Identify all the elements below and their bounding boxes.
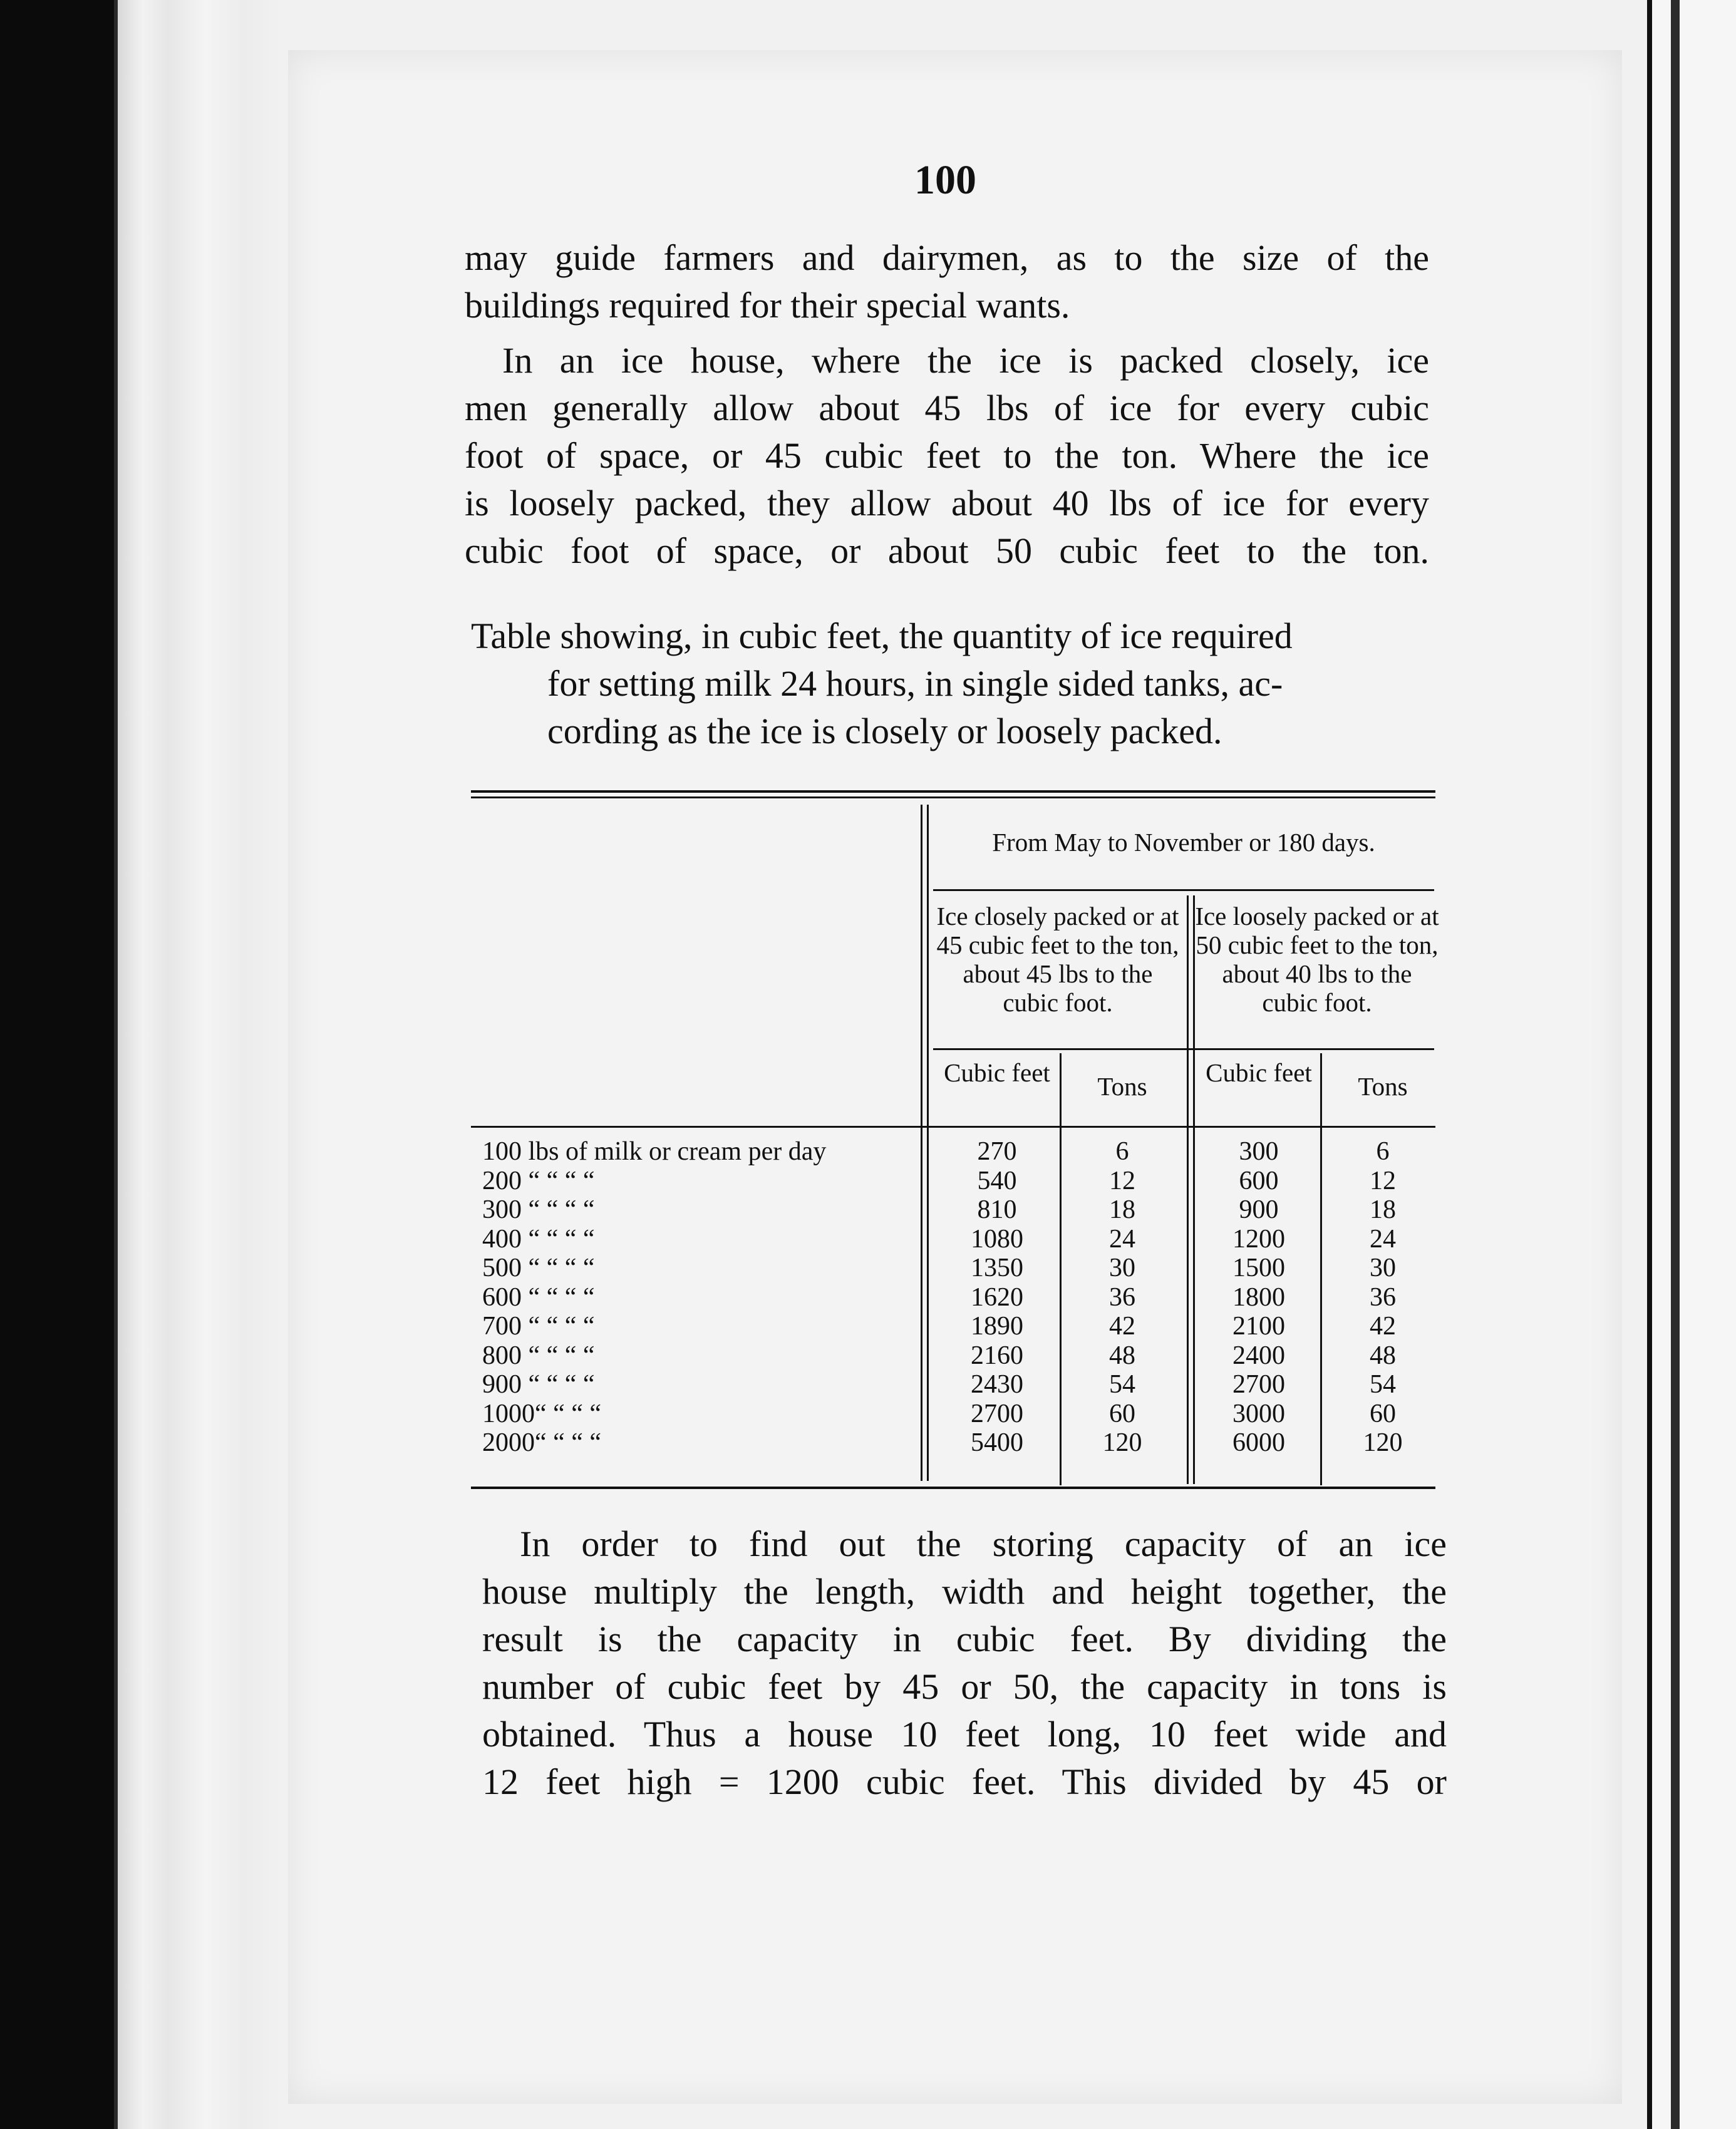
table-cell: 6 <box>1115 1137 1129 1166</box>
paragraph-3 <box>482 1520 1447 1806</box>
text-line: buildings required for their special wants. <box>465 285 1070 326</box>
caption-line: for setting milk 24 hours, in single sided tanks, ac- <box>547 663 1283 704</box>
table-cell: 540 <box>977 1166 1017 1195</box>
text-line: 12 feet high = 1200 cubic feet. This divided by 45 or <box>482 1761 1447 1802</box>
table-cell: 18 <box>1370 1195 1396 1224</box>
table-cell: 2700 <box>1232 1370 1285 1399</box>
table-cell: 5400 <box>971 1428 1023 1457</box>
row-label: 2000“ “ “ “ <box>482 1428 602 1457</box>
loosely-packed-header: Ice loosely packed or at 50 cubic feet to the ton, about 40 lbs to the cubic foot. <box>1195 902 1439 1017</box>
page-number: 100 <box>914 157 976 203</box>
text-line: men generally allow about 45 lbs of ice for every cubic <box>465 388 1429 428</box>
col-cubic-loosely: Cubic feet <box>1206 1058 1312 1087</box>
table-cell: 18 <box>1109 1195 1135 1224</box>
table-cell: 42 <box>1109 1312 1135 1341</box>
text-line: is loosely packed, they allow about 40 lbs of ice for every <box>465 483 1429 523</box>
col-tons-closely: Tons <box>1097 1072 1147 1101</box>
table-cell: 900 <box>1239 1195 1279 1224</box>
row-label: 300 “ “ “ “ <box>482 1195 595 1224</box>
table-cell: 30 <box>1370 1254 1396 1282</box>
row-label: 600 “ “ “ “ <box>482 1282 595 1312</box>
table-cell: 12 <box>1109 1166 1135 1195</box>
text-line: cubic foot of space, or about 50 cubic feet to the ton. <box>465 530 1429 571</box>
table-cell: 54 <box>1109 1370 1135 1399</box>
table-cell: 3000 <box>1232 1399 1285 1428</box>
row-label: 800 “ “ “ “ <box>482 1341 595 1370</box>
table-cell: 36 <box>1370 1282 1396 1312</box>
table-cell: 1350 <box>971 1254 1023 1282</box>
period-rule <box>933 889 1434 891</box>
row-label: 500 “ “ “ “ <box>482 1254 595 1282</box>
row-label: 700 “ “ “ “ <box>482 1312 595 1341</box>
paragraph-2 <box>465 337 1429 575</box>
table-cell: 48 <box>1109 1341 1135 1370</box>
text-line: In order to find out the storing capacity of an ice <box>520 1523 1447 1564</box>
table-cell: 60 <box>1109 1399 1135 1428</box>
stub-divider <box>921 805 922 1481</box>
table-cell: 2430 <box>971 1370 1023 1399</box>
row-label: 200 “ “ “ “ <box>482 1166 595 1195</box>
table-cell: 270 <box>977 1137 1017 1166</box>
table-cell: 300 <box>1239 1137 1279 1166</box>
table-cell: 6000 <box>1232 1428 1285 1457</box>
group-divider-2 <box>1193 895 1195 1484</box>
caption-line: cording as the ice is closely or loosely packed. <box>547 711 1222 751</box>
table-cell: 1620 <box>971 1282 1023 1312</box>
table-cell: 30 <box>1109 1254 1135 1282</box>
header-bottom-rule <box>471 1126 1435 1128</box>
table-cell: 6 <box>1376 1137 1390 1166</box>
text-line: house multiply the length, width and height together, the <box>482 1571 1447 1612</box>
closely-packed-header: Ice closely packed or at 45 cubic feet to the ton, about 45 lbs to the cubic foot. <box>936 902 1179 1017</box>
table-cell: 24 <box>1109 1224 1135 1254</box>
text-line: number of cubic feet by 45 or 50, the capacity in tons is <box>482 1666 1447 1707</box>
table-caption <box>471 612 1435 755</box>
col-tons-loosely: Tons <box>1358 1072 1408 1101</box>
table-cell: 2100 <box>1232 1312 1285 1341</box>
text-line: In an ice house, where the ice is packed closely, ice <box>502 340 1429 381</box>
row-label: 100 lbs of milk or cream per day <box>482 1137 827 1166</box>
table-cell: 600 <box>1239 1166 1279 1195</box>
row-label: 1000“ “ “ “ <box>482 1399 602 1428</box>
table-cell: 2400 <box>1232 1341 1285 1370</box>
table-cell: 24 <box>1370 1224 1396 1254</box>
period-header: From May to November or 180 days. <box>992 828 1375 857</box>
group-rule <box>933 1048 1434 1050</box>
row-label: 400 “ “ “ “ <box>482 1224 595 1254</box>
table-cell: 810 <box>977 1195 1017 1224</box>
table-cell: 12 <box>1370 1166 1396 1195</box>
table-top-rule <box>471 790 1435 793</box>
table-cell: 1500 <box>1232 1254 1285 1282</box>
table-cell: 42 <box>1370 1312 1396 1341</box>
paragraph-1 <box>465 234 1429 329</box>
table-top-rule-2 <box>471 796 1435 798</box>
facing-page-edge <box>1647 0 1736 2129</box>
table-cell: 60 <box>1370 1399 1396 1428</box>
col-cubic-closely: Cubic feet <box>944 1058 1050 1087</box>
stub-divider-2 <box>927 805 929 1481</box>
table-cell: 36 <box>1109 1282 1135 1312</box>
table-cell: 1890 <box>971 1312 1023 1341</box>
table-cell: 2700 <box>971 1399 1023 1428</box>
table-cell: 48 <box>1370 1341 1396 1370</box>
table-cell: 120 <box>1363 1428 1403 1457</box>
table-cell: 54 <box>1370 1370 1396 1399</box>
row-label: 900 “ “ “ “ <box>482 1370 595 1399</box>
group-divider <box>1187 895 1189 1484</box>
table-cell: 120 <box>1102 1428 1142 1457</box>
table-bottom-rule <box>471 1487 1435 1489</box>
table-cell: 1200 <box>1232 1224 1285 1254</box>
text-line: result is the capacity in cubic feet. By dividing the <box>482 1619 1447 1659</box>
text-line: may guide farmers and dairymen, as to the size of the <box>465 237 1429 278</box>
text-line: obtained. Thus a house 10 feet long, 10 feet wide and <box>482 1714 1447 1755</box>
caption-line: Table showing, in cubic feet, the quantity of ice required <box>471 616 1293 656</box>
text-line: foot of space, or 45 cubic feet to the ton. Where the ice <box>465 435 1429 476</box>
table-cell: 1800 <box>1232 1282 1285 1312</box>
table-cell: 1080 <box>971 1224 1023 1254</box>
table-cell: 2160 <box>971 1341 1023 1370</box>
